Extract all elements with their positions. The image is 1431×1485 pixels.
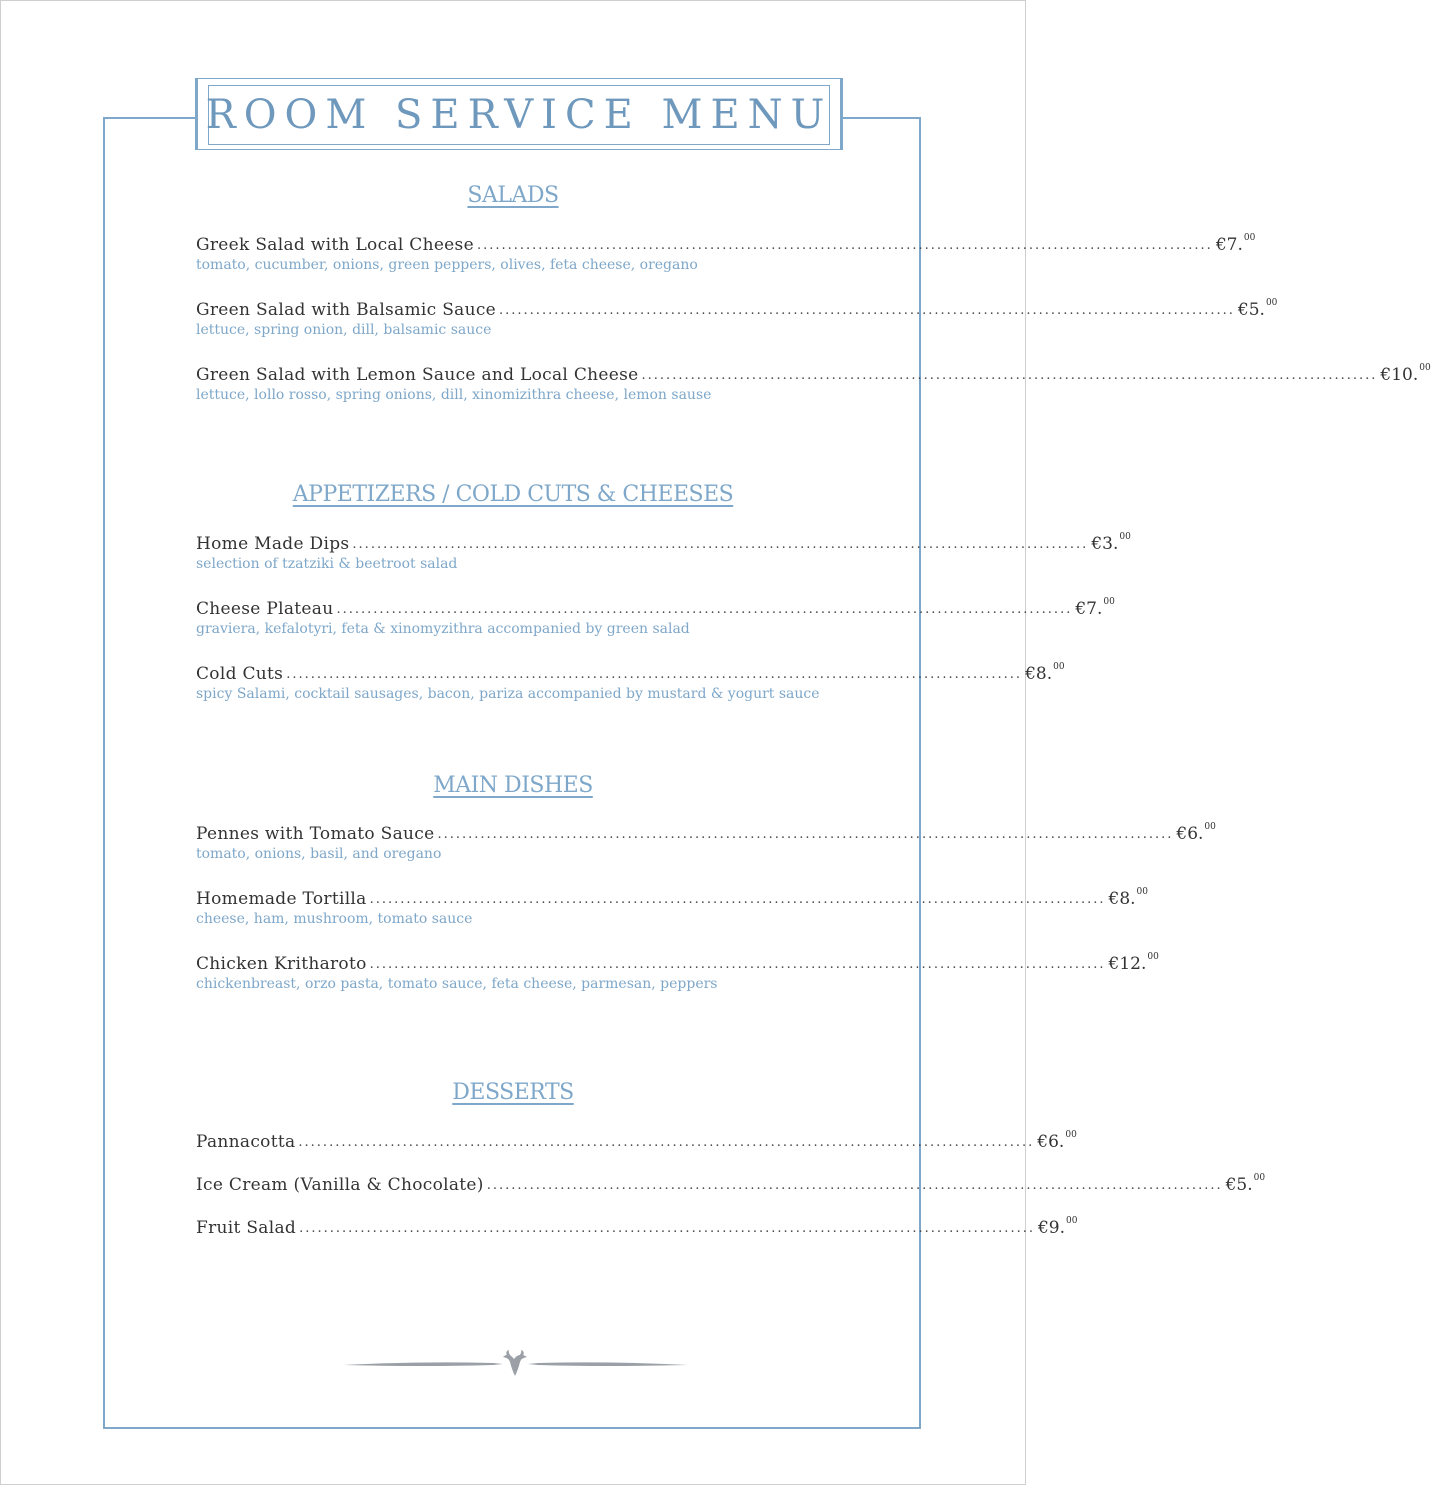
item-name: Homemade Tortilla [196,889,367,909]
leader-dots: ........................................................................................................................ [352,537,1089,552]
item-name: Chicken Kritharoto [196,954,367,974]
menu-item [196,662,1065,702]
item-price: €3.00 [1091,532,1131,554]
menu-item [196,1173,1266,1195]
item-name: Cold Cuts [196,664,284,684]
item-price: €10.00 [1380,363,1431,385]
item-name: Pannacotta [196,1132,296,1152]
leader-dots: ........................................................................................................................ [369,892,1106,907]
item-description: tomato, cucumber, onions, green peppers, olives, feta cheese, oregano [196,257,698,273]
item-description: chickenbreast, orzo pasta, tomato sauce, feta cheese, parmesan, peppers [196,976,718,992]
item-description: selection of tzatziki & beetroot salad [196,556,458,572]
title-inner [205,85,833,145]
item-name: Ice Cream (Vanilla & Chocolate) [196,1175,484,1195]
item-name: Green Salad with Balsamic Sauce [196,300,497,320]
item-description: graviera, kefalotyri, feta & xinomyzithra accompanied by green salad [196,621,690,637]
item-description: lettuce, lollo rosso, spring onions, dill, xinomizithra cheese, lemon sause [196,387,712,403]
leader-dots: ........................................................................................................................ [369,957,1106,972]
leader-dots: ........................................................................................................................ [499,303,1235,318]
menu-title: ROOM SERVICE MENU [205,92,833,138]
item-price: €9.00 [1037,1216,1078,1238]
leader-dots: ........................................................................................................................ [298,1135,1035,1150]
menu-item [196,887,1148,927]
item-name: Green Salad with Lemon Sauce and Local Cheese [196,365,639,385]
menu-item [196,822,1216,862]
leader-dots: ........................................................................................................................ [476,238,1213,253]
item-description: lettuce, spring onion, dill, balsamic sauce [196,322,492,338]
leader-dots: ........................................................................................................................ [437,827,1174,842]
menu-item [196,298,1278,338]
leader-dots: ........................................................................................................................ [641,368,1378,383]
item-price: €7.00 [1075,597,1115,619]
menu-item [196,233,1256,273]
item-price: €8.00 [1108,887,1148,909]
menu-item [196,363,1431,403]
item-description: tomato, onions, basil, and oregano [196,846,442,862]
section-title-desserts: DESSERTS [452,1080,574,1105]
section-title-main-dishes: MAIN DISHES [433,773,593,798]
item-description: spicy Salami, cocktail sausages, bacon, pariza accompanied by mustard & yogurt sauce [196,686,820,702]
menu-item [196,532,1131,572]
item-price: €5.00 [1237,298,1278,320]
menu-item [196,1216,1078,1238]
item-price: €7.00 [1215,233,1256,255]
item-price: €8.00 [1025,662,1065,684]
leader-dots: ........................................................................................................................ [336,602,1073,617]
leader-dots: ........................................................................................................................ [299,1221,1035,1236]
goat-head-ornament-icon [343,1348,688,1380]
item-price: €12.00 [1108,952,1159,974]
item-name: Fruit Salad [196,1218,297,1238]
menu-item [196,597,1115,637]
item-description: cheese, ham, mushroom, tomato sauce [196,911,473,927]
menu-item [196,952,1159,992]
section-title-salads: SALADS [467,183,559,208]
item-price: €5.00 [1225,1173,1266,1195]
leader-dots: ........................................................................................................................ [486,1178,1223,1193]
item-name: Greek Salad with Local Cheese [196,235,474,255]
item-price: €6.00 [1176,822,1216,844]
section-title-appetizers: APPETIZERS / COLD CUTS & CHEESES [292,482,734,507]
leader-dots: ........................................................................................................................ [286,667,1023,682]
item-price: €6.00 [1037,1130,1077,1152]
menu-item [196,1130,1077,1152]
item-name: Cheese Plateau [196,599,334,619]
item-name: Pennes with Tomato Sauce [196,824,435,844]
item-name: Home Made Dips [196,534,350,554]
